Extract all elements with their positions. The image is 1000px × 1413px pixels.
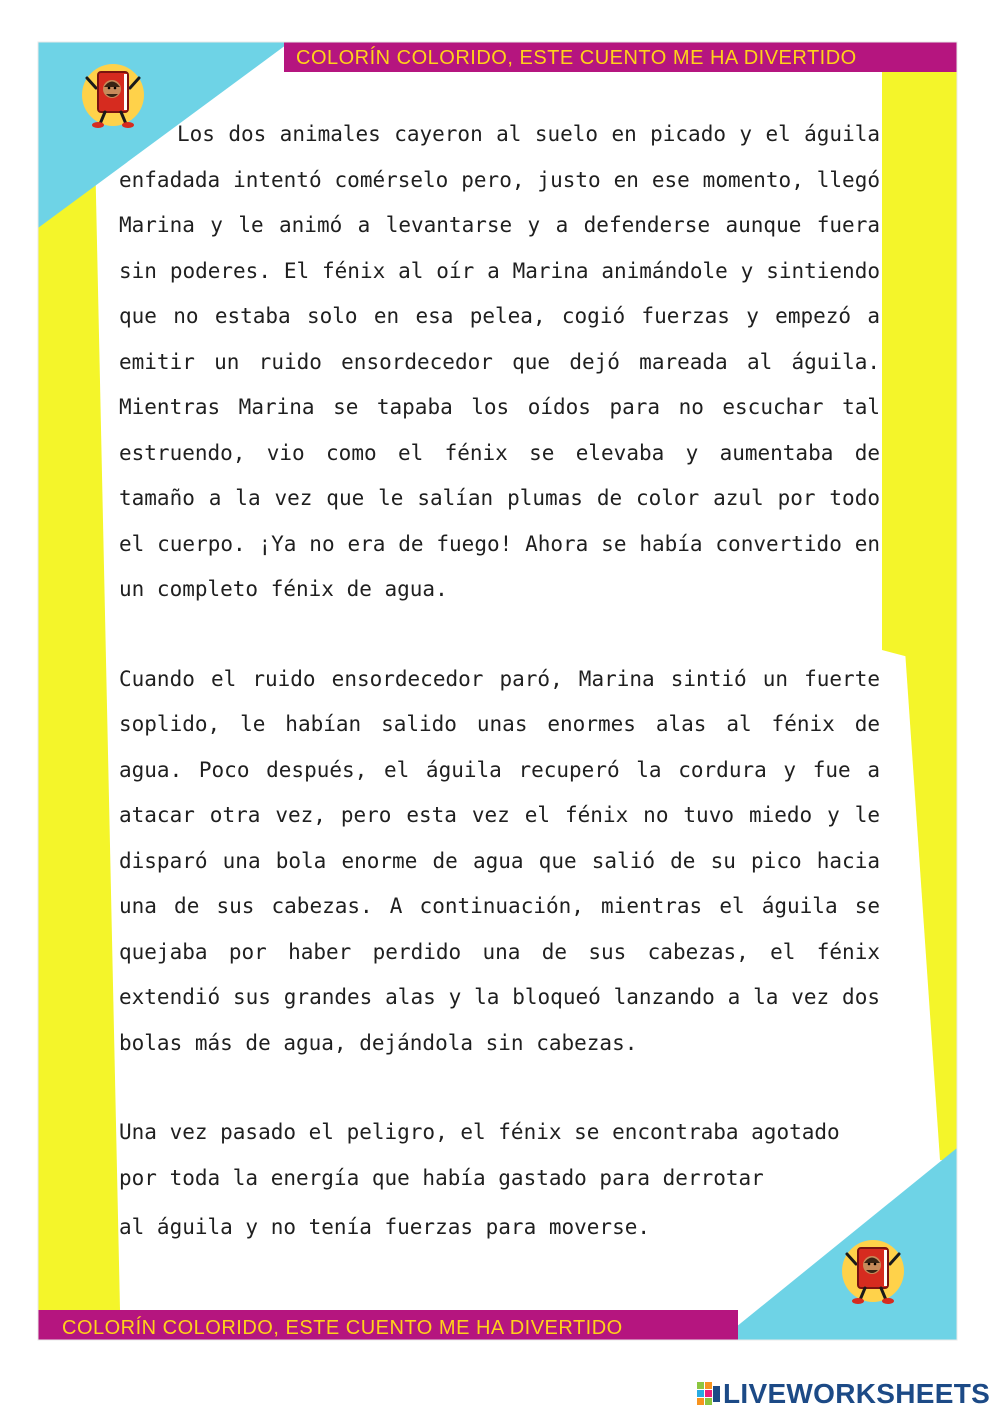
story-paragraph-3-line-3: al águila y no tenía fuerzas para moverse. bbox=[119, 1215, 651, 1239]
left-yellow-strip bbox=[38, 150, 120, 1310]
liveworksheets-brand[interactable] bbox=[697, 1377, 990, 1411]
right-yellow-strip-lower bbox=[905, 650, 957, 1160]
top-banner-text: COLORÍN COLORIDO, ESTE CUENTO ME HA DIVERTIDO bbox=[296, 47, 857, 69]
story-paragraph-3-line-2: por toda la energía que había gastado para derrotar bbox=[119, 1165, 764, 1190]
story-text bbox=[119, 112, 880, 1251]
story-paragraph-3 bbox=[119, 1110, 880, 1251]
liveworksheets-wordmark: LIVEWORKSHEETS bbox=[723, 1378, 991, 1409]
story-paragraph-3-line-1: Una vez pasado el peligro, el fénix se encontraba agotado bbox=[119, 1120, 840, 1144]
liveworksheets-logo-icon bbox=[697, 1382, 721, 1406]
story-paragraph-1: Los dos animales cayeron al suelo en picado y el águila enfadada intentó comérselo pero, justo en ese momento, llegó Marina y le animó a levantarse y a defenderse aunque fuera sin poderes. El fénix al oír a Marina animándole y sintiendo que no estaba solo en esa pelea, cogió fuerzas y empezó a emitir un ruido ensordecedor que dejó mareada al águila. Mientras Marina se tapaba los oídos para no escuchar tal estruendo, vio como el fénix se elevaba y aumentaba de tamaño a la vez que le salían plumas de color azul por todo el cuerpo. ¡Ya no era de fuego! Ahora se había convertido en un completo fénix de agua. bbox=[119, 122, 880, 601]
bottom-banner-text: COLORÍN COLORIDO, ESTE CUENTO ME HA DIVERTIDO bbox=[62, 1317, 623, 1339]
story-paragraph-2: Cuando el ruido ensordecedor paró, Marina sintió un fuerte soplido, le habían salido unas enormes alas al fénix de agua. Poco después, el águila recuperó la cordura y fue a atacar otra vez, pero esta vez el fénix no tuvo miedo y le disparó una bola enorme de agua que salió de su pico hacia una de sus cabezas. A continuación, mientras el águila se quejaba por haber perdido una de sus cabezas, el fénix extendió sus grandes alas y la bloqueó lanzando a la vez dos bolas más de agua, dejándola sin cabezas. bbox=[119, 666, 880, 1055]
